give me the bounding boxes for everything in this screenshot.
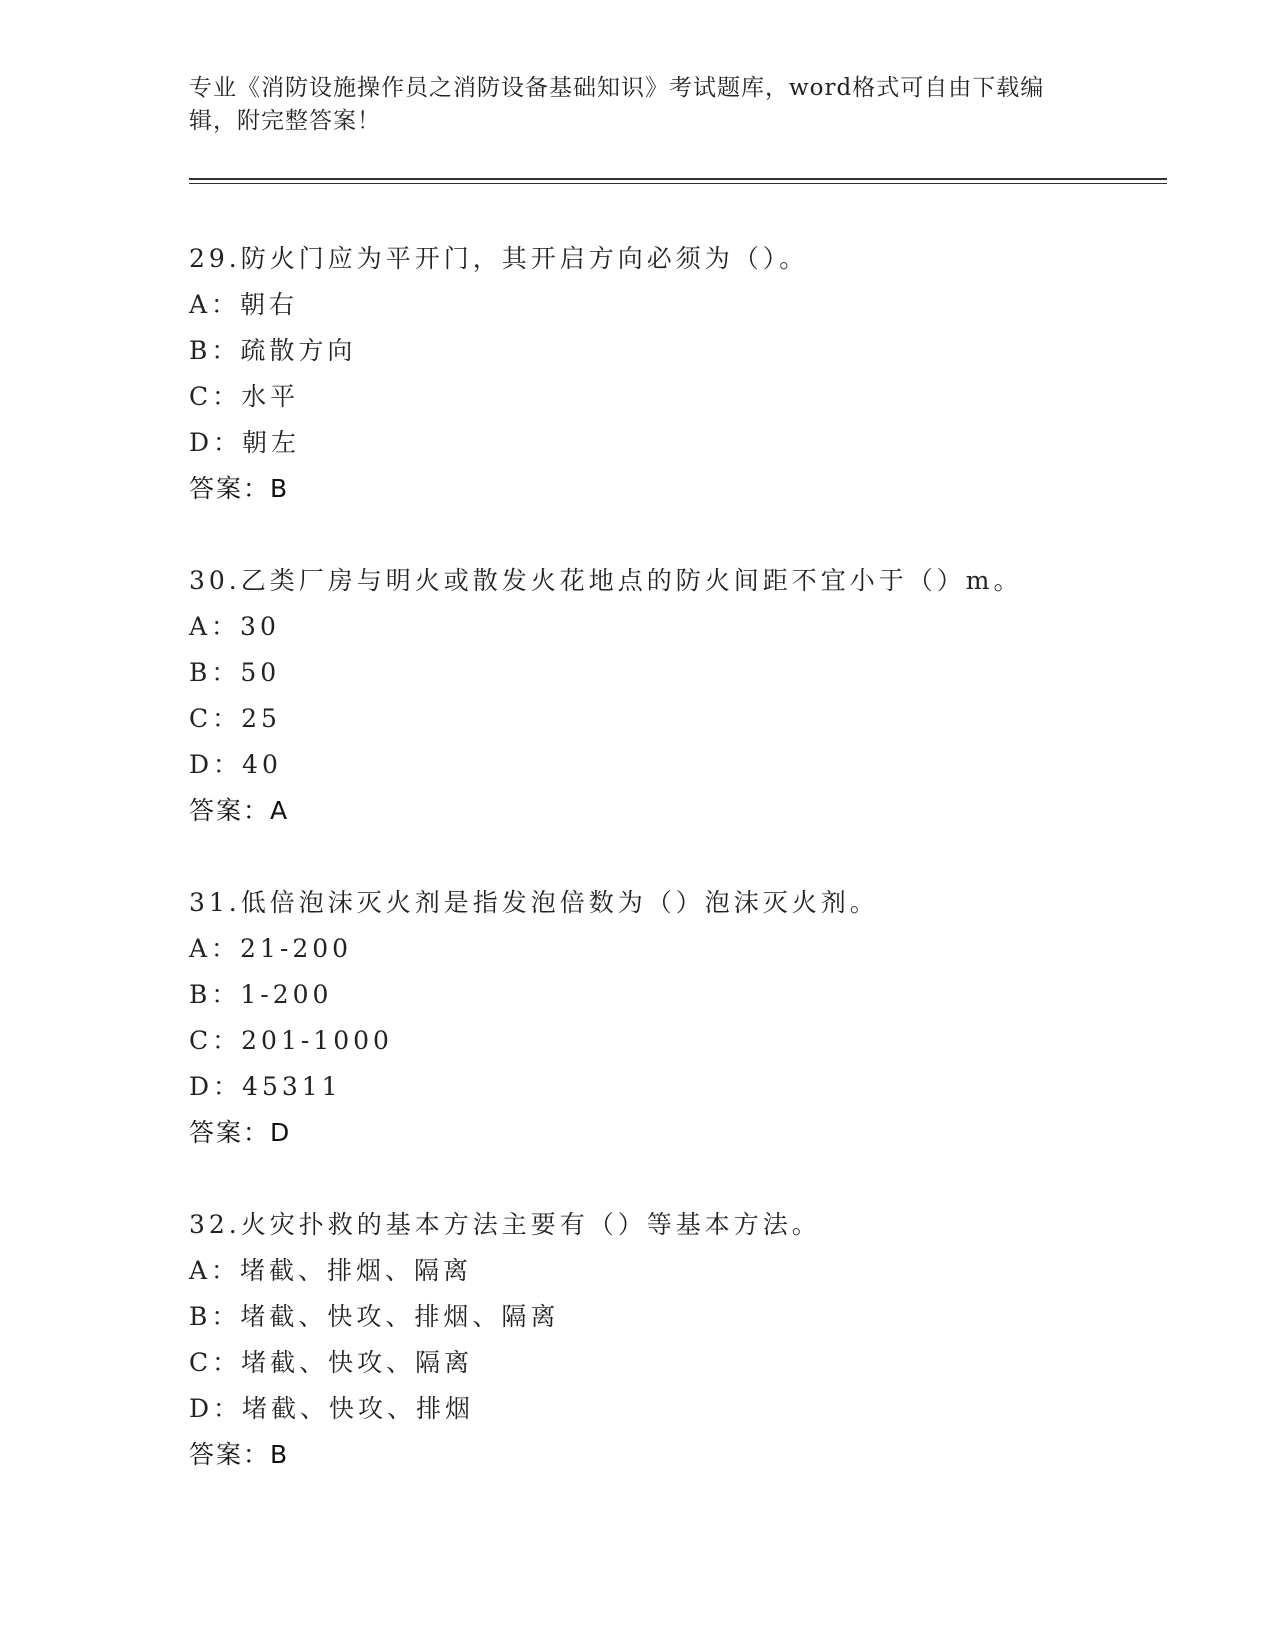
answer-line: 答案：B	[189, 474, 290, 503]
option-b: B：1-200	[189, 980, 333, 1009]
option-b: B：堵截、快攻、排烟、隔离	[189, 1302, 560, 1331]
question-stem: 30.乙类厂房与明火或散发火花地点的防火间距不宜小于（）m。	[189, 566, 1023, 595]
option-a: A：30	[189, 612, 280, 641]
option-d: D：朝左	[189, 428, 301, 457]
option-a: A：21-200	[189, 934, 353, 963]
question-stem: 29.防火门应为平开门，其开启方向必须为（）。	[189, 244, 809, 273]
question-list	[189, 236, 1169, 1524]
intro-line-2: 辑，附完整答案！	[189, 108, 381, 134]
option-c: C：水平	[189, 382, 300, 411]
question-29	[189, 236, 1169, 512]
question-31	[189, 880, 1169, 1156]
option-d: D：40	[189, 750, 282, 779]
option-c: C：25	[189, 704, 281, 733]
answer-line: 答案：A	[189, 796, 290, 825]
option-b: B：疏散方向	[189, 336, 357, 365]
header-divider-thick	[189, 178, 1167, 180]
option-a: A：朝右	[189, 290, 299, 319]
answer-line: 答案：D	[189, 1118, 292, 1147]
option-d: D：45311	[189, 1072, 342, 1101]
question-stem: 32.火灾扑救的基本方法主要有（）等基本方法。	[189, 1210, 821, 1239]
option-c: C：201-1000	[189, 1026, 393, 1055]
question-stem: 31.低倍泡沫灭火剂是指发泡倍数为（）泡沫灭火剂。	[189, 888, 879, 917]
option-b: B：50	[189, 658, 281, 687]
header-divider-thin	[189, 183, 1167, 184]
option-c: C：堵截、快攻、隔离	[189, 1348, 474, 1377]
question-32	[189, 1202, 1169, 1478]
intro-line-1: 专业《消防设施操作员之消防设备基础知识》考试题库，word格式可自由下载编	[189, 75, 1045, 101]
answer-line: 答案：B	[189, 1440, 290, 1469]
question-30	[189, 558, 1169, 834]
option-a: A：堵截、排烟、隔离	[189, 1256, 473, 1285]
document-intro	[189, 72, 1089, 138]
option-d: D：堵截、快攻、排烟	[189, 1394, 475, 1423]
